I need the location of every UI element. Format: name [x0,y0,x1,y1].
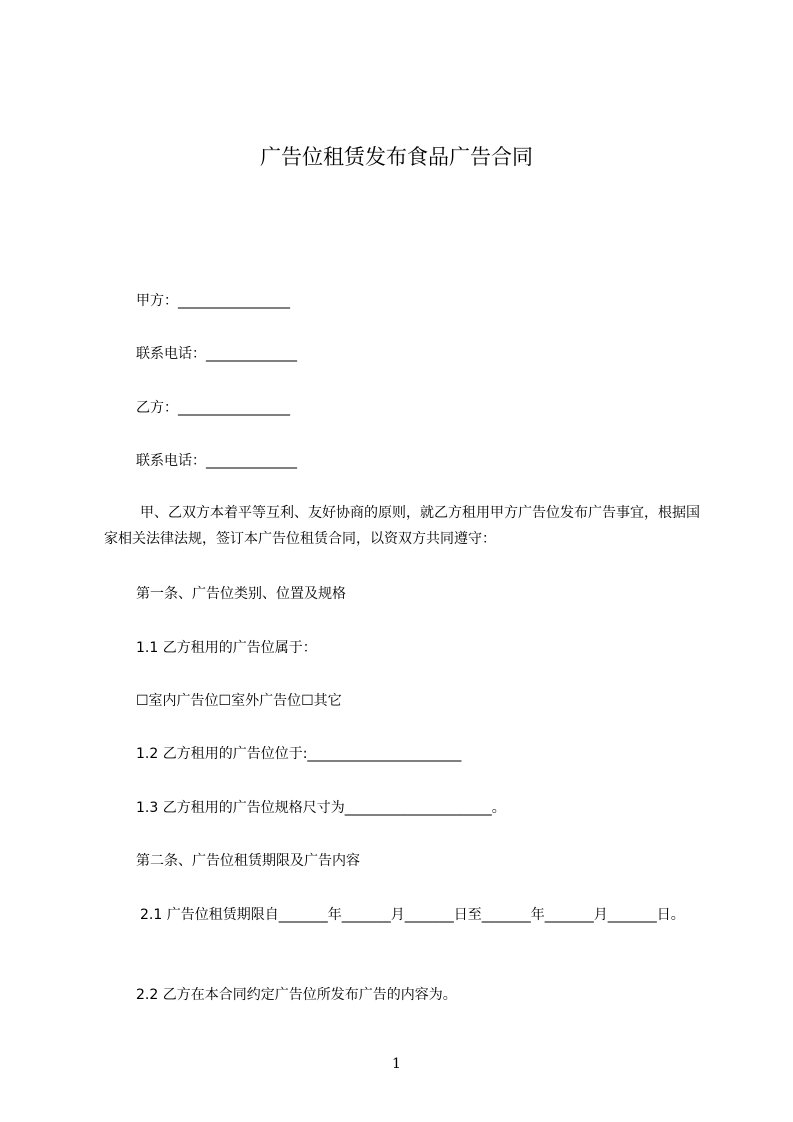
clause-2-2: 2.2 乙方在本合同约定广告位所发布广告的内容为。 [136,987,457,1003]
page-title: 广告位租赁发布食品广告合同 [260,145,533,169]
party-a-field: 甲方：________________ [136,293,290,309]
party-b-field: 乙方：________________ [136,400,290,416]
article-1-heading: 第一条、广告位类别、位置及规格 [136,586,346,602]
party-a-phone-field: 联系电话：_____________ [136,346,297,362]
preamble-paragraph: 甲、乙双方本着平等互利、友好协商的原则，就乙方租用甲方广告位发布广告事宜，根据国家相关法律法规，签订本广告位租赁合同，以资双方共同遵守： [104,505,700,547]
clause-2-1: 2.1 广告位租赁期限自_______年_______月_______日至_______年_______月_______日。 [140,907,685,923]
clause-1-2: 1.2 乙方租用的广告位位于:______________________ [136,746,462,762]
ad-type-checkbox-options: ☐室内广告位☐室外广告位☐其它 [136,693,342,709]
page-number: 1 [392,1056,401,1072]
party-b-phone-field: 联系电话：_____________ [136,453,297,469]
article-2-heading: 第二条、广告位租赁期限及广告内容 [136,853,360,869]
clause-1-1: 1.1 乙方租用的广告位属于： [136,640,317,656]
clause-1-3: 1.3 乙方租用的广告位规格尺寸为_____________________。 [136,800,506,816]
